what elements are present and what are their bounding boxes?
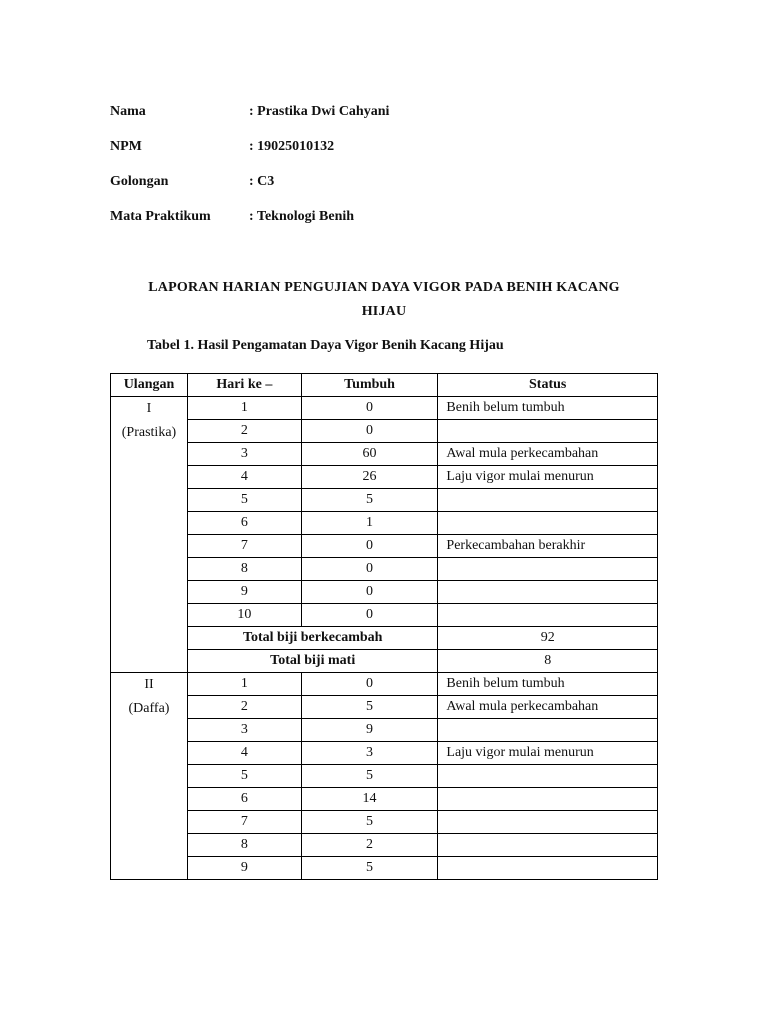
grow-cell: 0: [301, 581, 438, 604]
day-cell: 5: [187, 489, 301, 512]
table-header-row: [111, 374, 658, 397]
table-row: [111, 604, 658, 627]
table-row: [111, 742, 658, 765]
status-cell: [438, 719, 658, 742]
info-value: : 19025010132: [249, 139, 335, 154]
table-row: [111, 673, 658, 696]
day-cell: 5: [187, 765, 301, 788]
grow-cell: 1: [301, 512, 438, 535]
status-cell: Benih belum tumbuh: [438, 673, 658, 696]
info-value: : Prastika Dwi Cahyani: [249, 104, 390, 119]
report-title: [110, 276, 658, 324]
ulangan-name: (Prastika): [121, 425, 177, 440]
table-row: [111, 512, 658, 535]
day-cell: 6: [187, 788, 301, 811]
ulangan-name: (Daffa): [128, 701, 170, 716]
info-label: NPM: [110, 139, 142, 154]
total-germinated-row: [111, 627, 658, 650]
table-row: [111, 834, 658, 857]
table-row: [111, 397, 658, 420]
status-cell: [438, 765, 658, 788]
info-value: : C3: [249, 174, 275, 189]
table-row: [111, 719, 658, 742]
grow-cell: 3: [301, 742, 438, 765]
grow-cell: 5: [301, 765, 438, 788]
total-dead-row: [111, 650, 658, 673]
table-row: [111, 535, 658, 558]
table-row: [111, 581, 658, 604]
grow-cell: 26: [301, 466, 438, 489]
status-cell: Laju vigor mulai menurun: [438, 742, 658, 765]
table-row: [111, 466, 658, 489]
info-label: Golongan: [110, 174, 169, 189]
table-row: [111, 489, 658, 512]
grow-cell: 0: [301, 397, 438, 420]
grow-cell: 0: [301, 420, 438, 443]
day-cell: 4: [187, 466, 301, 489]
table-row: [111, 765, 658, 788]
grow-cell: 2: [301, 834, 438, 857]
grow-cell: 5: [301, 811, 438, 834]
status-cell: [438, 788, 658, 811]
day-cell: 2: [187, 420, 301, 443]
report-title-line1: LAPORAN HARIAN PENGUJIAN DAYA VIGOR PADA BENIH KACANG: [148, 280, 620, 295]
column-header-tumbuh: Tumbuh: [301, 374, 438, 397]
status-cell: [438, 834, 658, 857]
table-row: [111, 788, 658, 811]
table-row: [111, 558, 658, 581]
day-cell: 2: [187, 696, 301, 719]
status-cell: Awal mula perkecambahan: [438, 443, 658, 466]
grow-cell: 0: [301, 558, 438, 581]
status-cell: [438, 604, 658, 627]
column-header-status: Status: [438, 374, 658, 397]
table-row: [111, 857, 658, 880]
table-row: [111, 443, 658, 466]
status-cell: [438, 489, 658, 512]
status-cell: Awal mula perkecambahan: [438, 696, 658, 719]
day-cell: 7: [187, 535, 301, 558]
day-cell: 3: [187, 443, 301, 466]
table-row: [111, 420, 658, 443]
status-cell: [438, 512, 658, 535]
info-label: Nama: [110, 104, 146, 119]
status-cell: Benih belum tumbuh: [438, 397, 658, 420]
ulangan-number: II: [144, 677, 154, 692]
grow-cell: 5: [301, 696, 438, 719]
column-header-hari: Hari ke –: [187, 374, 301, 397]
grow-cell: 0: [301, 535, 438, 558]
day-cell: 7: [187, 811, 301, 834]
day-cell: 8: [187, 558, 301, 581]
ulangan-cell: [111, 673, 188, 880]
total-dead-label: Total biji mati: [187, 650, 437, 673]
ulangan-number: I: [146, 401, 152, 416]
grow-cell: 9: [301, 719, 438, 742]
status-cell: [438, 420, 658, 443]
status-cell: [438, 857, 658, 880]
grow-cell: 0: [301, 673, 438, 696]
status-cell: Laju vigor mulai menurun: [438, 466, 658, 489]
status-cell: [438, 581, 658, 604]
status-cell: Perkecambahan berakhir: [438, 535, 658, 558]
total-germinated-value: 92: [438, 627, 658, 650]
table-row: [111, 811, 658, 834]
day-cell: 9: [187, 857, 301, 880]
status-cell: [438, 811, 658, 834]
ulangan-cell: [111, 397, 188, 673]
report-title-line2: HIJAU: [361, 304, 407, 319]
grow-cell: 0: [301, 604, 438, 627]
total-germinated-label: Total biji berkecambah: [187, 627, 437, 650]
day-cell: 6: [187, 512, 301, 535]
day-cell: 8: [187, 834, 301, 857]
table-row: [111, 696, 658, 719]
day-cell: 4: [187, 742, 301, 765]
day-cell: 3: [187, 719, 301, 742]
info-value: : Teknologi Benih: [249, 209, 355, 224]
grow-cell: 60: [301, 443, 438, 466]
grow-cell: 5: [301, 857, 438, 880]
day-cell: 1: [187, 397, 301, 420]
grow-cell: 14: [301, 788, 438, 811]
column-header-ulangan: Ulangan: [111, 374, 188, 397]
info-label: Mata Praktikum: [110, 209, 211, 224]
total-dead-value: 8: [438, 650, 658, 673]
observation-table: [110, 373, 658, 880]
status-cell: [438, 558, 658, 581]
grow-cell: 5: [301, 489, 438, 512]
day-cell: 9: [187, 581, 301, 604]
day-cell: 1: [187, 673, 301, 696]
table-caption: Tabel 1. Hasil Pengamatan Daya Vigor Benih Kacang Hijau: [147, 338, 504, 353]
day-cell: 10: [187, 604, 301, 627]
